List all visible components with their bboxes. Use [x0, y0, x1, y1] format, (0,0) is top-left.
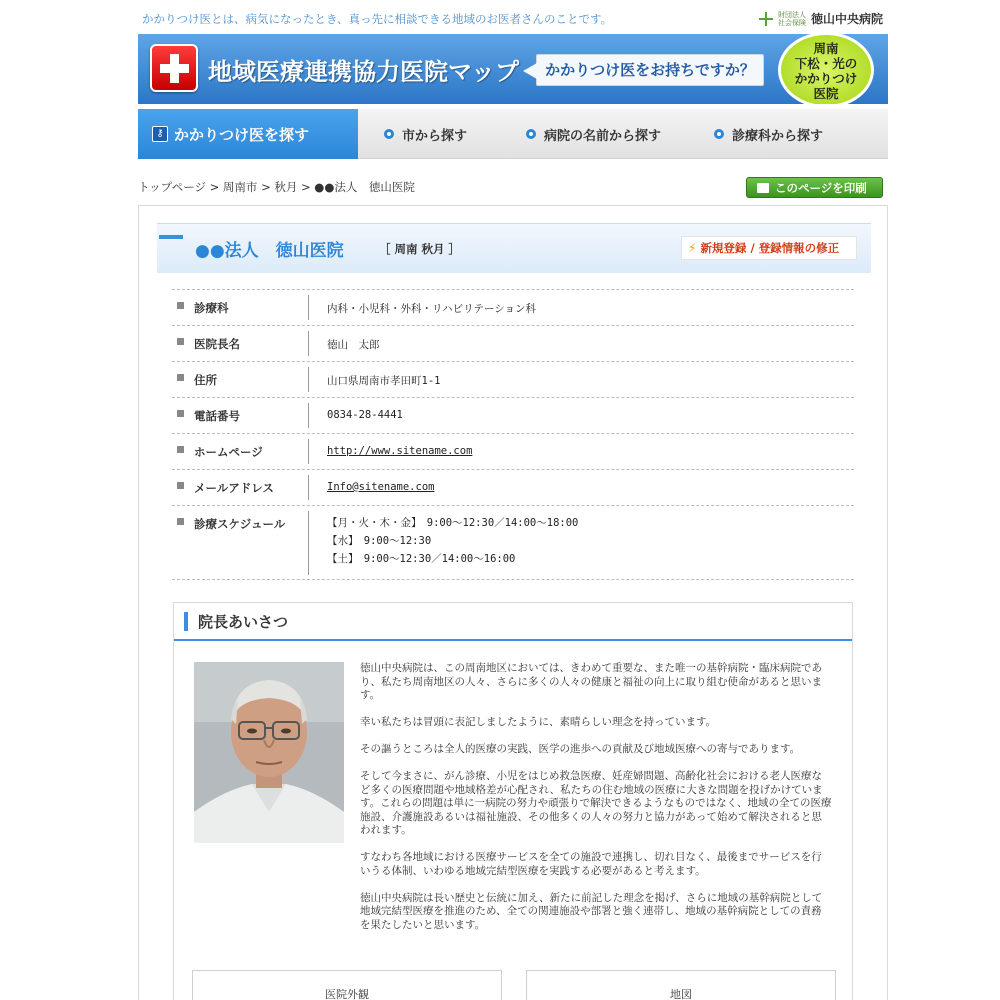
clinic-title-bar — [157, 223, 871, 273]
info-value: 0834-28-4441 — [327, 409, 403, 421]
info-label: 住所 — [194, 373, 217, 387]
clinic-name: ●●法人 徳山医院 — [195, 241, 344, 261]
map-label: 地図 — [670, 988, 692, 1000]
nav-by-department-label: 診療科から探す — [732, 128, 824, 144]
info-label: 診療科 — [194, 301, 229, 315]
badge-line-2: 下松・光の — [794, 56, 858, 71]
top-line — [142, 10, 887, 30]
greeting-paragraph: すなわち各地域における医療サービスを全ての施設で連携し、切れ目なく、最後までサービスを行いうる体制、いわゆる地域完結型医療を実践する必要があると考えます。 — [360, 851, 822, 877]
bullet-icon — [384, 129, 394, 139]
info-label: メールアドレス — [194, 481, 274, 495]
info-row-department — [172, 290, 854, 326]
schedule-line: 【土】 9:00～12:30／14:00～16:00 — [327, 553, 516, 565]
badge-line-3: かかりつけ — [794, 71, 858, 86]
info-row-phone — [172, 398, 854, 434]
logo-name: 徳山中央病院 — [810, 12, 883, 26]
greeting-paragraph: 幸い私たちは冒頭に表記しましたように、素晴らしい理念を持っています。 — [360, 716, 717, 728]
breadcrumb[interactable]: トップページ > 周南市 > 秋月 > ●●法人 徳山医院 — [138, 180, 415, 194]
schedule-list — [327, 514, 578, 568]
printer-icon — [757, 183, 769, 193]
clinic-area: ［ 周南 秋月 ］ — [379, 242, 461, 256]
badge-line-1: 周南 — [813, 41, 839, 56]
tagline: かかりつけ医とは、病気になったとき、真っ先に相談できる地域のお医者さんのことです。 — [142, 12, 613, 26]
register-button-label: 新規登録 / 登録情報の修正 — [700, 241, 840, 255]
info-row-schedule — [172, 506, 854, 580]
info-value: 山口県周南市孝田町1-1 — [327, 375, 441, 387]
register-button[interactable] — [681, 236, 857, 260]
site-banner[interactable] — [138, 34, 888, 104]
info-label: ホームページ — [194, 445, 263, 459]
greeting-paragraph: そして今まさに、がん診療、小児をはじめ救急医療、妊産婦問題、高齢化社会における老人医療など多くの医療問題や地域格差が心配され、私たちの住む地域の医療に大きな問題を投げかけています。これらの問題は単に一病院の努力や頑張りで解決できるようなものではなく、地域の全ての医療施設、介護施設あるいは福祉施設、その他多くの人々の努力と協力があって始めて解決されると思われます。 — [360, 770, 832, 836]
exterior-label: 医院外観 — [325, 988, 369, 1000]
medical-cross-icon — [150, 44, 198, 92]
print-button[interactable] — [746, 177, 883, 198]
homepage-link[interactable]: http://www.sitename.com — [327, 445, 473, 457]
info-label: 電話番号 — [194, 409, 240, 423]
greeting-header — [174, 603, 852, 641]
bullet-icon — [526, 129, 536, 139]
nav-by-name-label: 病院の名前から探す — [544, 128, 662, 144]
greeting-paragraph: 徳山中央病院は長い歴史と伝統に加え、新たに前記した理念を掲げ、さらに地域の基幹病院として地域完結型医療を推進のため、全ての関連施設や部署と強く連帯し、地域の基幹病院としての責務を果たしたいと思います。 — [360, 891, 823, 931]
key-icon: ⚷ — [152, 126, 168, 142]
nav-by-city-label: 市から探す — [402, 128, 468, 144]
nav-search-doctor[interactable] — [138, 109, 358, 159]
clinic-info-table — [172, 289, 854, 580]
schedule-line: 【水】 9:00～12:30 — [327, 535, 432, 547]
info-row-address — [172, 362, 854, 398]
nav-active-label: かかりつけ医を探す — [174, 125, 310, 144]
director-photo — [194, 662, 344, 843]
hospital-cross-icon — [758, 11, 774, 27]
info-row-director — [172, 326, 854, 362]
logo-small-2: 社会保険 — [777, 18, 806, 27]
info-value: 徳山 太郎 — [327, 339, 380, 351]
banner-question: かかりつけ医をお持ちですか？ — [536, 54, 764, 86]
info-row-email — [172, 470, 854, 506]
bullet-icon — [714, 129, 724, 139]
nav-by-department[interactable] — [714, 109, 823, 159]
lightning-icon: ⚡ — [688, 241, 697, 255]
info-value: 内科・小児科・外科・リハビリテーション科 — [327, 303, 537, 315]
info-label: 医院長名 — [194, 337, 240, 351]
exterior-photo-box — [192, 970, 502, 1000]
greeting-paragraph: 徳山中央病院は、この周南地区においては、きわめて重要な、また唯一の基幹病院・臨床病院であり、私たち周南地区の人々、さらに多くの人々の健康と福祉の向上に取り組む使命があると思います。 — [360, 662, 822, 701]
greeting-paragraph: その謳うところは全人的医療の実践、医学の進歩への貢献及び地域医療への寄与であります。 — [360, 743, 801, 755]
email-link[interactable]: Info@sitename.com — [327, 481, 435, 493]
info-label: 診療スケジュール — [194, 517, 286, 531]
hospital-logo[interactable] — [758, 10, 883, 27]
nav-by-city[interactable] — [384, 109, 467, 159]
main-nav — [138, 109, 888, 159]
schedule-line: 【月・火・木・金】 9:00～12:30／14:00～18:00 — [327, 517, 579, 529]
nav-by-name[interactable] — [526, 109, 661, 159]
map-box — [526, 970, 836, 1000]
greeting-message — [360, 662, 832, 946]
region-badge — [778, 34, 874, 104]
director-portrait-image — [194, 662, 344, 843]
badge-line-4: 医院 — [813, 86, 839, 101]
site-title: 地域医療連携協力医院マップ — [208, 58, 520, 86]
logo-small-1: 財団法人 — [777, 10, 806, 19]
greeting-title: 院長あいさつ — [198, 613, 289, 631]
info-row-homepage — [172, 434, 854, 470]
print-button-label: このページを印刷 — [775, 180, 867, 195]
title-accent — [159, 235, 183, 239]
